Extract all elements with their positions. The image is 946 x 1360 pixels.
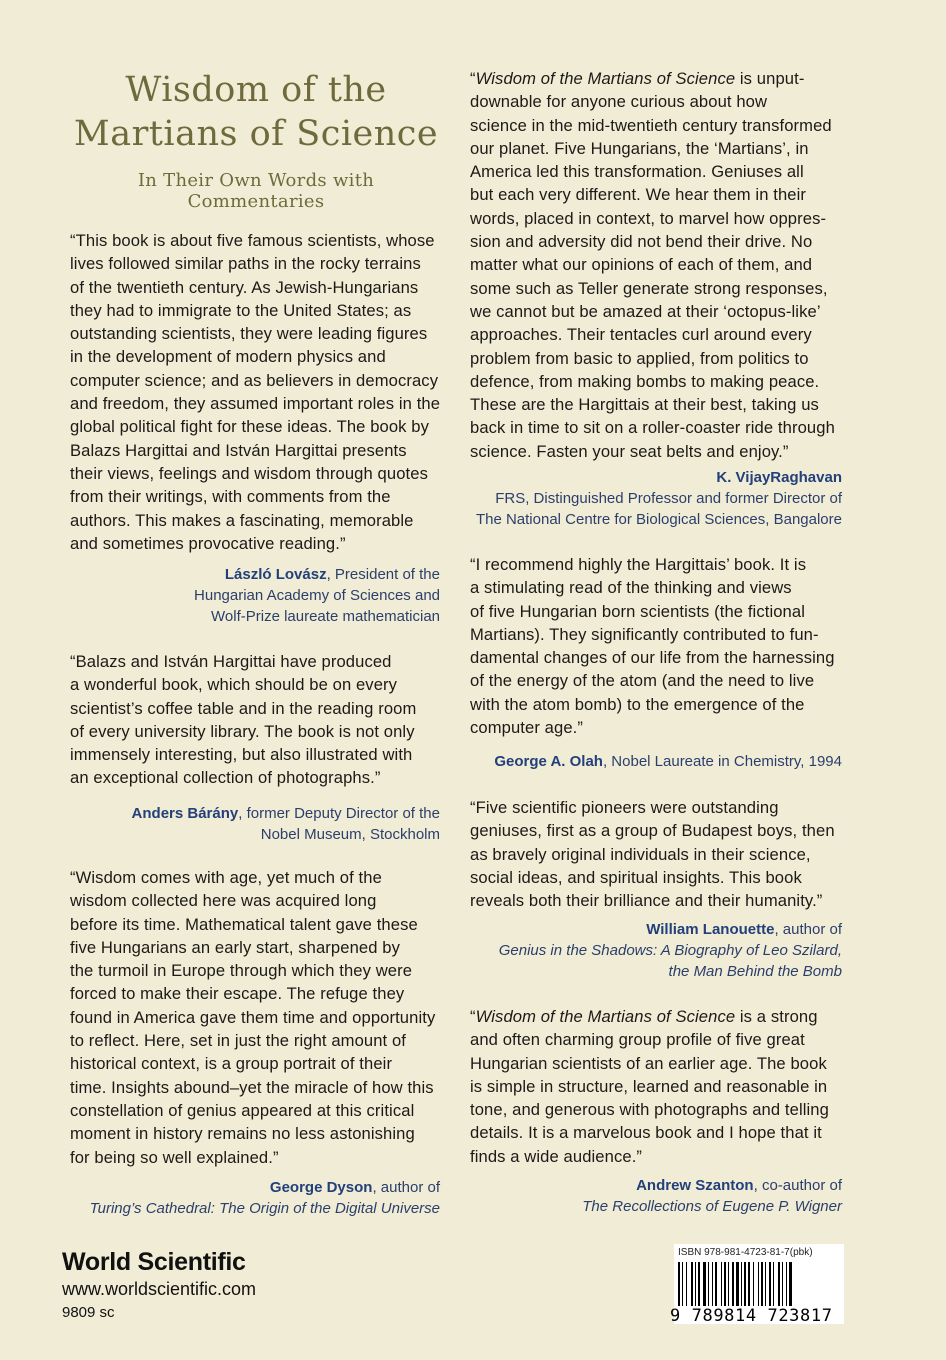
- attribution-book-title: the Man Behind the Bomb: [668, 963, 842, 980]
- title-block: [70, 68, 442, 212]
- quote-line: and freedom, they assumed important roles in the: [70, 394, 441, 414]
- attribution-line: Wolf-Prize laureate mathematician: [211, 608, 440, 625]
- quote-line: social ideas, and spiritual insights. This book: [470, 867, 802, 887]
- attribution-name: László Lovász: [224, 566, 327, 583]
- quote-line: an exceptional collection of photographs.”: [70, 768, 381, 788]
- book-title-line-1: Wisdom of the: [125, 70, 387, 110]
- quote-line: Balazs Hargittai and István Hargittai presents: [70, 440, 407, 460]
- quote-line: for being so well explained.”: [70, 1147, 279, 1167]
- quote-line: the turmoil in Europe through which they were: [70, 961, 413, 981]
- attribution-lovasz: [70, 564, 440, 627]
- quote-line: with the atom bomb) to the emergence of the: [470, 694, 805, 714]
- attribution-name: George Dyson: [269, 1179, 373, 1196]
- attribution-line: Nobel Museum, Stockholm: [260, 826, 440, 843]
- quote-line: some such as Teller generate strong responses,: [470, 278, 828, 298]
- quote-olah: [470, 553, 842, 739]
- quote-line: computer age.”: [470, 718, 584, 738]
- quote-line: science. Fasten your seat belts and enjoy.”: [470, 441, 789, 461]
- attribution-name: George A. Olah: [494, 753, 603, 770]
- quote-line: approaches. Their tentacles curl around every: [470, 325, 812, 345]
- attribution-role: , President of the: [326, 566, 440, 583]
- attribution-vijayraghavan: [450, 467, 842, 530]
- quote-line: authors. This makes a fascinating, memorable: [70, 510, 414, 530]
- quote-vijayraghavan: [470, 67, 842, 463]
- quote-line: of five Hungarian born scientists (the fictional: [470, 601, 805, 621]
- attribution-role: , author of: [372, 1179, 440, 1196]
- quote-line: details. It is a marvelous book and I hope that it: [470, 1123, 822, 1143]
- quote-line: sion and adversity did not bend their drive. No: [470, 232, 813, 252]
- quote-dyson: [70, 866, 442, 1169]
- book-title-reference: Wisdom of the Martians of Science: [475, 1007, 736, 1026]
- quote-line: a stimulating read of the thinking and views: [470, 578, 792, 598]
- quote-line: and often charming group profile of five great: [470, 1030, 805, 1050]
- quote-line: global political fight for these ideas. The book by: [70, 417, 430, 437]
- quote-line: found in America gave them time and opportunity: [70, 1007, 436, 1027]
- quote-line: constellation of genius appeared at this critical: [70, 1100, 415, 1120]
- quote-line: immensely interesting, but also illustrated with: [70, 745, 413, 765]
- quote-line: in the development of modern physics and: [70, 347, 386, 367]
- publisher-block: [62, 1248, 256, 1321]
- quote-line: geniuses, first as a group of Budapest boys, then: [470, 821, 835, 841]
- quote-line: and sometimes provocative reading.”: [70, 533, 346, 553]
- quote-text: is unput-: [735, 69, 805, 88]
- quote-line: they had to immigrate to the United States; as: [70, 300, 412, 320]
- quote-line: of every university library. The book is not only: [70, 721, 415, 741]
- attribution-role: , former Deputy Director of the: [238, 805, 440, 822]
- attribution-role: , co-author of: [753, 1177, 842, 1194]
- quote-line: “Five scientific pioneers were outstanding: [470, 798, 779, 817]
- quote-line: reveals both their brilliance and their humanity.”: [470, 891, 823, 911]
- quote-line: before its time. Mathematical talent gave these: [70, 914, 418, 934]
- quote-line: lives followed similar paths in the rocky terrains: [70, 254, 421, 274]
- attribution-line: FRS, Distinguished Professor and former Director of: [495, 490, 842, 507]
- quote-line: is simple in structure, learned and reasonable in: [470, 1076, 828, 1096]
- quote-line: defence, from making bombs to making peace.: [470, 371, 820, 391]
- quote-line: of the twentieth century. As Jewish-Hungarians: [70, 277, 419, 297]
- quote-first-line: [470, 1005, 842, 1028]
- quote-line: outstanding scientists, they were leading figures: [70, 324, 428, 344]
- book-title-reference: Wisdom of the Martians of Science: [475, 69, 736, 88]
- quote-line: to reflect. Here, set in just the right amount of: [70, 1031, 407, 1051]
- quote-line: scientist’s coffee table and in the reading room: [70, 698, 417, 718]
- quote-lanouette: [470, 796, 842, 912]
- quote-line: “Balazs and István Hargittai have produced: [70, 652, 392, 671]
- quote-line: “Wisdom comes with age, yet much of the: [70, 868, 382, 887]
- attribution-name: K. VijayRaghavan: [716, 469, 842, 486]
- attribution-dyson: [50, 1177, 440, 1219]
- attribution-barany: [70, 803, 440, 845]
- quote-line: wisdom collected here was acquired long: [70, 891, 377, 911]
- quote-line: their views, feelings and wisdom through quotes: [70, 463, 428, 483]
- quote-line: “I recommend highly the Hargittais’ book. It is: [470, 555, 807, 574]
- quote-line: downable for anyone curious about how: [470, 92, 768, 112]
- attribution-role: , Nobel Laureate in Chemistry, 1994: [602, 753, 842, 770]
- quote-lovasz: [70, 229, 442, 555]
- attribution-line: The National Centre for Biological Sciences, Bangalore: [475, 511, 842, 528]
- quote-line: time. Insights abound–yet the miracle of how this: [70, 1077, 434, 1097]
- quote-line: a wonderful book, which should be on every: [70, 675, 398, 695]
- barcode-digits: 9 789814 723817: [670, 1306, 833, 1326]
- quote-line: damental changes of our life from the harnessing: [470, 648, 835, 668]
- quote-line: we cannot but be amazed at their ‘octopus-like’: [470, 301, 821, 321]
- quote-line: matter what our opinions of each of them, and: [470, 255, 813, 275]
- attribution-role: , author of: [774, 921, 842, 938]
- quote-line: computer science; and as believers in democracy: [70, 370, 439, 390]
- quote-line: from their writings, with comments from the: [70, 487, 391, 507]
- attribution-olah: [450, 751, 842, 772]
- attribution-line: Hungarian Academy of Sciences and: [194, 587, 440, 604]
- isbn-label: ISBN 978-981-4723-81-7(pbk): [678, 1247, 813, 1258]
- quote-line: forced to make their escape. The refuge they: [70, 984, 405, 1004]
- attribution-lanouette: [450, 919, 842, 982]
- quote-line: “This book is about five famous scientists, whose: [70, 231, 435, 250]
- quote-line: as bravely original individuals in their science,: [470, 844, 811, 864]
- open-quote: “: [470, 69, 476, 88]
- attribution-book-title: Turing’s Cathedral: The Origin of the Digital Universe: [89, 1200, 440, 1217]
- book-title-line-2: Martians of Science: [73, 114, 439, 154]
- attribution-name: Andrew Szanton: [636, 1177, 754, 1194]
- publisher-code: 9809 sc: [62, 1304, 115, 1321]
- quote-line: five Hungarians an early start, sharpened by: [70, 937, 401, 957]
- quote-line: These are the Hargittais at their best, taking us: [470, 395, 819, 415]
- quote-line: tone, and generous with photographs and telling: [470, 1100, 829, 1120]
- open-quote: “: [470, 1007, 476, 1026]
- quote-line: historical context, is a group portrait of their: [70, 1054, 393, 1074]
- quote-line: Hungarian scientists of an earlier age. The book: [470, 1053, 827, 1073]
- quote-line: back in time to sit on a roller-coaster ride through: [470, 418, 835, 438]
- quote-line: our planet. Five Hungarians, the ‘Martians’, in: [470, 138, 809, 158]
- attribution-book-title: The Recollections of Eugene P. Wigner: [582, 1198, 842, 1215]
- quote-line: words, placed in context, to marvel how oppres-: [470, 208, 827, 228]
- quote-line: problem from basic to applied, from politics to: [470, 348, 809, 368]
- publisher-url: www.worldscientific.com: [62, 1279, 257, 1299]
- quote-line: science in the mid-twentieth century transformed: [470, 115, 832, 135]
- quote-barany: [70, 650, 442, 790]
- quote-line: moment in history remains no less astonishing: [70, 1124, 415, 1144]
- quote-line: of the energy of the atom (and the need to live: [470, 671, 815, 691]
- attribution-szanton: [450, 1175, 842, 1217]
- book-subtitle: In Their Own Words with Commentaries: [137, 170, 375, 212]
- quote-first-line: [470, 67, 842, 90]
- quote-line: finds a wide audience.”: [470, 1146, 643, 1166]
- quote-text: is a strong: [735, 1007, 818, 1026]
- attribution-book-title: Genius in the Shadows: A Biography of Leo Szilard,: [498, 942, 842, 959]
- quote-line: Martians). They significantly contributed to fun-: [470, 624, 819, 644]
- quote-line: America led this transformation. Geniuses all: [470, 162, 804, 182]
- publisher-name: World Scientific: [62, 1248, 246, 1276]
- barcode-icon: [678, 1262, 838, 1306]
- quote-szanton: [470, 1005, 842, 1168]
- attribution-name: Anders Bárány: [131, 805, 239, 822]
- quote-line: but each very different. We hear them in their: [470, 185, 807, 205]
- attribution-name: William Lanouette: [646, 921, 775, 938]
